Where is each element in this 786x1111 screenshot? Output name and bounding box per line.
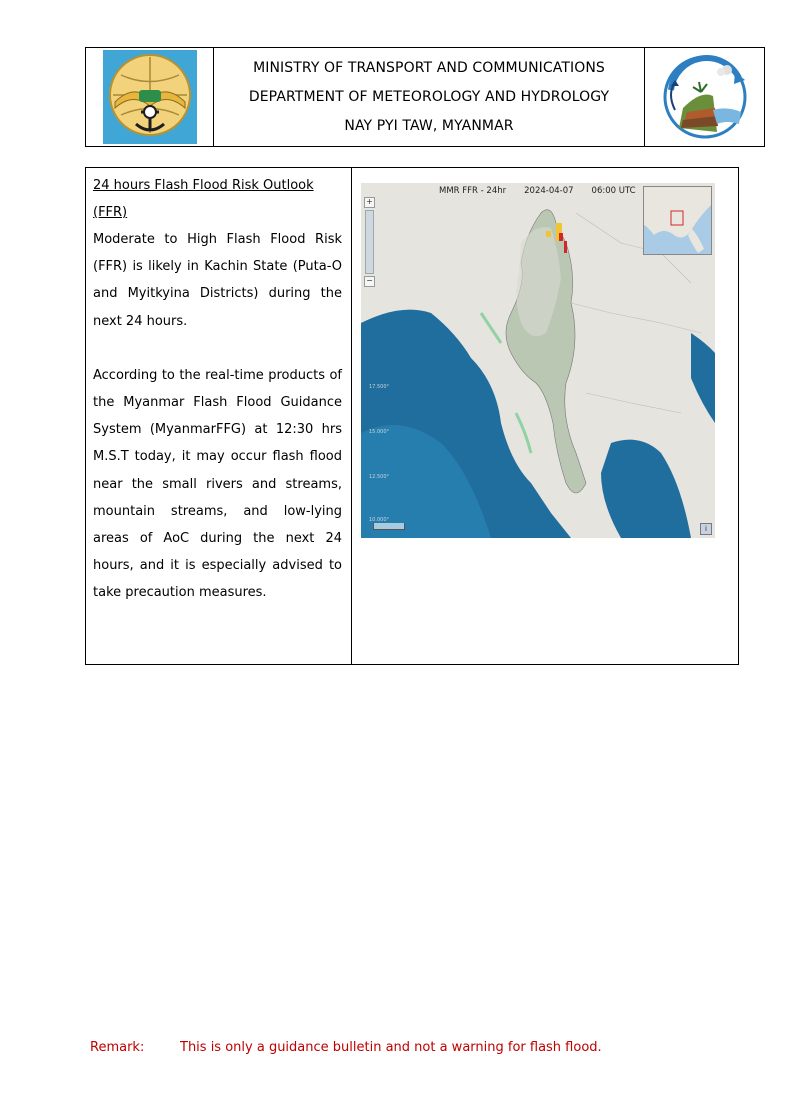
- svg-text:15.000°: 15.000°: [369, 429, 389, 435]
- header-title-block: [214, 48, 644, 146]
- map-zoom-control: [364, 197, 374, 287]
- svg-text:10.000°: 10.000°: [369, 517, 389, 523]
- remark-text: This is only a guidance bulletin and not a warning for flash flood.: [180, 1040, 602, 1055]
- overview-inset-map[interactable]: [643, 186, 712, 255]
- remark-line: [90, 1040, 602, 1055]
- map-info-button[interactable]: i: [700, 523, 712, 535]
- outlook-table: [85, 167, 739, 665]
- ministry-logo-cell: [86, 48, 214, 146]
- map-product-label: MMR FFR - 24hr: [439, 186, 507, 196]
- header-location: NAY PYI TAW, MYANMAR: [344, 117, 514, 134]
- map-date-label: 2024-04-07: [524, 186, 574, 196]
- remark-label: Remark:: [90, 1040, 145, 1055]
- outlook-paragraph-guidance: According to the real-time products of the Myanmar Flash Flood Guidance System (MyanmarFFG) at 12:30 hrs M.S.T today, it may occur flash flood near the small rivers and streams, mountain streams, and low-lying areas of AoC during the next 24 hours, and it is especially advised to take precaution measures.: [93, 367, 342, 601]
- outlook-map-cell: [352, 168, 738, 664]
- zoom-out-button[interactable]: −: [364, 276, 375, 287]
- header-department: DEPARTMENT OF METEOROLOGY AND HYDROLOGY: [248, 88, 610, 105]
- ffr-map[interactable]: [361, 183, 715, 538]
- outlook-paragraph-risk: Moderate to High Flash Flood Risk (FFR) is likely in Kachin State (Puta-O and Myitkyina Districts) during the next 24 hours.: [93, 232, 342, 329]
- zoom-in-button[interactable]: +: [364, 197, 375, 208]
- map-time-label: 06:00 UTC: [591, 186, 636, 196]
- paragraph-spacer: [93, 335, 342, 362]
- map-title-bar: [439, 186, 654, 196]
- outlook-heading: 24 hours Flash Flood Risk Outlook (FFR): [93, 178, 314, 220]
- svg-text:17.500°: 17.500°: [369, 384, 389, 390]
- hydrology-cycle-icon: [657, 50, 753, 144]
- ministry-emblem-icon: [103, 50, 197, 144]
- dmh-logo-cell: [644, 48, 764, 146]
- map-scale-bar: [373, 523, 405, 530]
- header-ministry: MINISTRY OF TRANSPORT AND COMMUNICATIONS: [253, 59, 605, 76]
- zoom-slider[interactable]: [365, 210, 374, 274]
- bulletin-header: [85, 47, 765, 147]
- svg-text:12.500°: 12.500°: [369, 474, 389, 480]
- overview-map-graphic: [644, 187, 711, 254]
- outlook-text-cell: [86, 168, 352, 664]
